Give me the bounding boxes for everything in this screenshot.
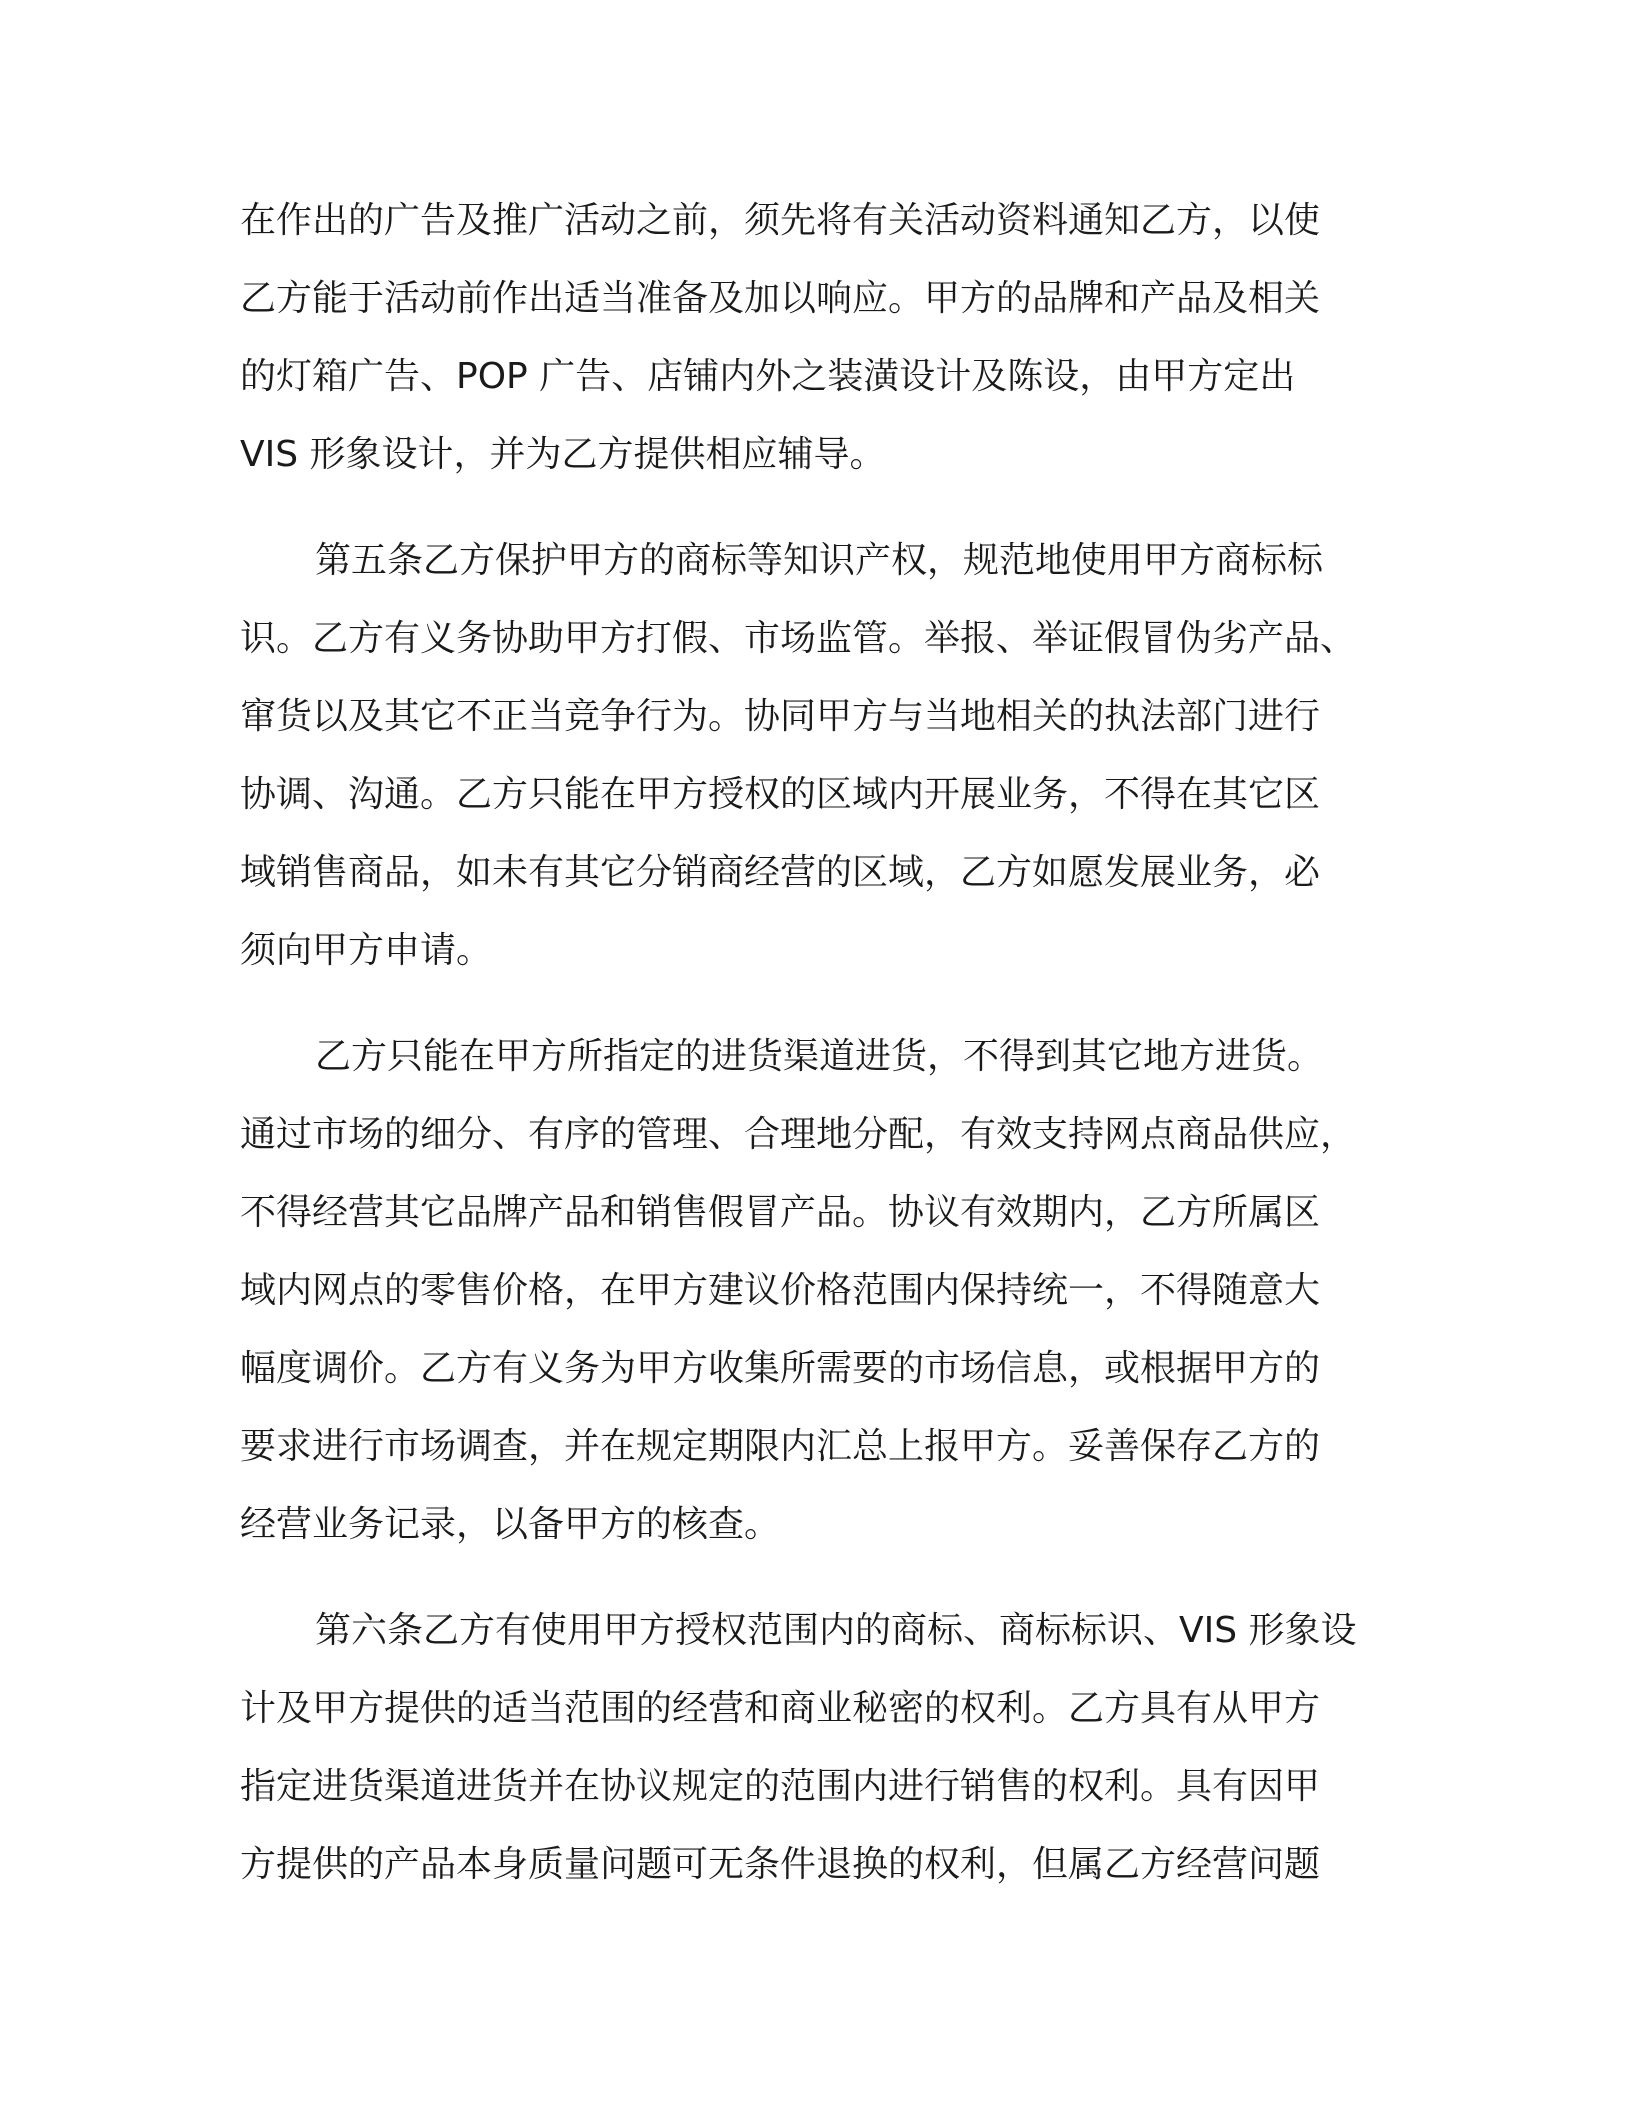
paragraph-spacer: [240, 494, 1400, 522]
text-line: 须向甲方申请。: [240, 930, 493, 971]
text-line: 第五条乙方保护甲方的商标等知识产权，规范地使用甲方商标标: [315, 540, 1324, 581]
text-line: 的灯箱广告、POP 广告、店铺内外之装潢设计及陈设，由甲方定出: [240, 356, 1296, 397]
text-line: 通过市场的细分、有序的管理、合理地分配，有效支持网点商品供应，: [240, 1114, 1357, 1155]
paragraph-3: [240, 1018, 1400, 1564]
text-line: 乙方只能在甲方所指定的进货渠道进货，不得到其它地方进货。: [315, 1036, 1324, 1077]
text-line: 协调、沟通。乙方只能在甲方授权的区域内开展业务，不得在其它区: [240, 774, 1321, 815]
text-line: 计及甲方提供的适当范围的经营和商业秘密的权利。乙方具有从甲方: [240, 1688, 1321, 1729]
text-line: 第六条乙方有使用甲方授权范围内的商标、商标标识、VIS 形象设: [315, 1610, 1357, 1651]
text-line: 识。乙方有义务协助甲方打假、市场监管。举报、举证假冒伪劣产品、: [240, 618, 1357, 659]
text-line: 幅度调价。乙方有义务为甲方收集所需要的市场信息，或根据甲方的: [240, 1348, 1321, 1389]
paragraph-4: [240, 1592, 1400, 1904]
text-line: 经营业务记录，以备甲方的核查。: [240, 1504, 781, 1545]
document-body: [240, 182, 1400, 1904]
text-line: 要求进行市场调查，并在规定期限内汇总上报甲方。妥善保存乙方的: [240, 1426, 1321, 1467]
paragraph-1: [240, 182, 1400, 494]
text-line: 在作出的广告及推广活动之前，须先将有关活动资料通知乙方，以使: [240, 200, 1321, 241]
text-line: VIS 形象设计，并为乙方提供相应辅导。: [240, 434, 886, 475]
paragraph-spacer: [240, 1564, 1400, 1592]
paragraph-spacer: [240, 990, 1400, 1018]
text-line: 域内网点的零售价格，在甲方建议价格范围内保持统一，不得随意大: [240, 1270, 1321, 1311]
text-line: 指定进货渠道进货并在协议规定的范围内进行销售的权利。具有因甲: [240, 1766, 1321, 1807]
text-line: 乙方能于活动前作出适当准备及加以响应。甲方的品牌和产品及相关: [240, 278, 1321, 319]
text-line: 窜货以及其它不正当竞争行为。协同甲方与当地相关的执法部门进行: [240, 696, 1321, 737]
text-line: 不得经营其它品牌产品和销售假冒产品。协议有效期内，乙方所属区: [240, 1192, 1321, 1233]
paragraph-2: [240, 522, 1400, 990]
text-line: 域销售商品，如未有其它分销商经营的区域，乙方如愿发展业务，必: [240, 852, 1321, 893]
text-line: 方提供的产品本身质量问题可无条件退换的权利，但属乙方经营问题: [240, 1844, 1321, 1885]
